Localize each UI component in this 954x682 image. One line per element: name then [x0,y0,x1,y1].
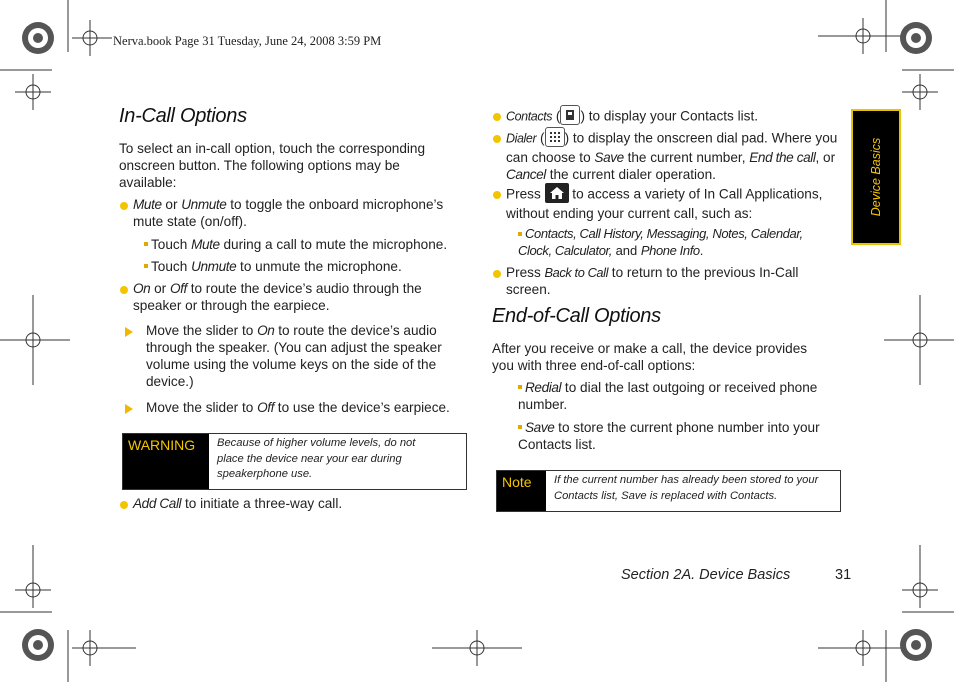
square-bullet-icon [518,385,522,389]
square-bullet-icon [144,264,148,268]
on-off-item: On or Off to route the device’s audio through the speaker or through the earpiece. [133,281,422,313]
bullet-icon [493,135,501,143]
bullet-icon [493,270,501,278]
print-header: Nerva.book Page 31 Tuesday, June 24, 2008 3:59 PM [113,34,382,48]
bullet-icon [120,202,128,210]
end-of-call-intro: After you receive or make a call, the device provides you with three end-of-call options: [492,341,808,373]
bullet-icon [493,191,501,199]
unmute-term: Unmute [181,197,227,212]
warning-label: WARNING [123,434,209,489]
arrow-step-icon [125,404,133,414]
back-to-call-item: Press Back to Call to return to the previous In-Call screen. [506,265,799,297]
warning-box [122,433,467,490]
square-bullet-icon [144,242,148,246]
dialpad-button-icon [545,127,565,147]
contacts-button-icon [560,105,580,125]
section-side-tab [851,109,901,245]
slider-off-step: Move the slider to Off to use the device’s earpiece. [146,400,450,415]
end-of-call-heading: End-of-Call Options [492,305,661,327]
bullet-icon [120,501,128,509]
arrow-step-icon [125,327,133,337]
home-button-icon [545,183,569,203]
page-number: 31 [835,567,852,583]
warning-text: Because of higher volume levels, do not place the device near your ear during speakerphone use. [217,437,416,480]
note-label: Note [497,471,546,511]
side-tab-label: Device Basics [869,137,883,217]
slider-on-step: Move the slider to On to route the device’s audio through the speaker. (You can adjust the speaker volume using the volume keys on the side of the device.) [146,323,442,389]
square-bullet-icon [518,232,522,236]
dialer-item: Dialer ( ) to display the onscreen dial pad. Where you can choose to Save the current number, End the call, or Cancel the current dialer operation. [506,129,841,183]
contacts-item: Contacts ( ) to display your Contacts list. [506,107,846,127]
mute-item: Mute or Unmute to toggle the onboard microphone’s mute state (on/off). [133,197,444,229]
press-home-item: Press to access a variety of In Call Applications, without ending your current call, such as: [506,185,846,222]
mute-term: Mute [133,197,162,212]
bullet-icon [120,286,128,294]
note-text: If the current number has already been stored to your Contacts list, Save is replaced with Contacts. [554,474,819,502]
mute-subitem-1: Touch Mute during a call to mute the microphone. [144,236,474,253]
note-box [496,470,841,512]
in-call-apps-list: Contacts, Call History, Messaging, Notes, Calendar, Clock, Calculator, and Phone Info. [518,226,803,258]
save-item: Save to store the current phone number into your Contacts list. [518,420,820,452]
in-call-options-heading: In-Call Options [119,105,247,127]
footer-section-label: Section 2A. Device Basics [621,567,791,583]
mute-subitem-2: Touch Unmute to unmute the microphone. [144,258,474,275]
in-call-intro: To select an in-call option, touch the corresponding onscreen button. The following options may be available: [119,141,426,190]
square-bullet-icon [518,425,522,429]
add-call-item: Add Call to initiate a three-way call. [133,496,343,511]
bullet-icon [493,113,501,121]
redial-item: Redial to dial the last outgoing or received phone number. [518,380,818,412]
